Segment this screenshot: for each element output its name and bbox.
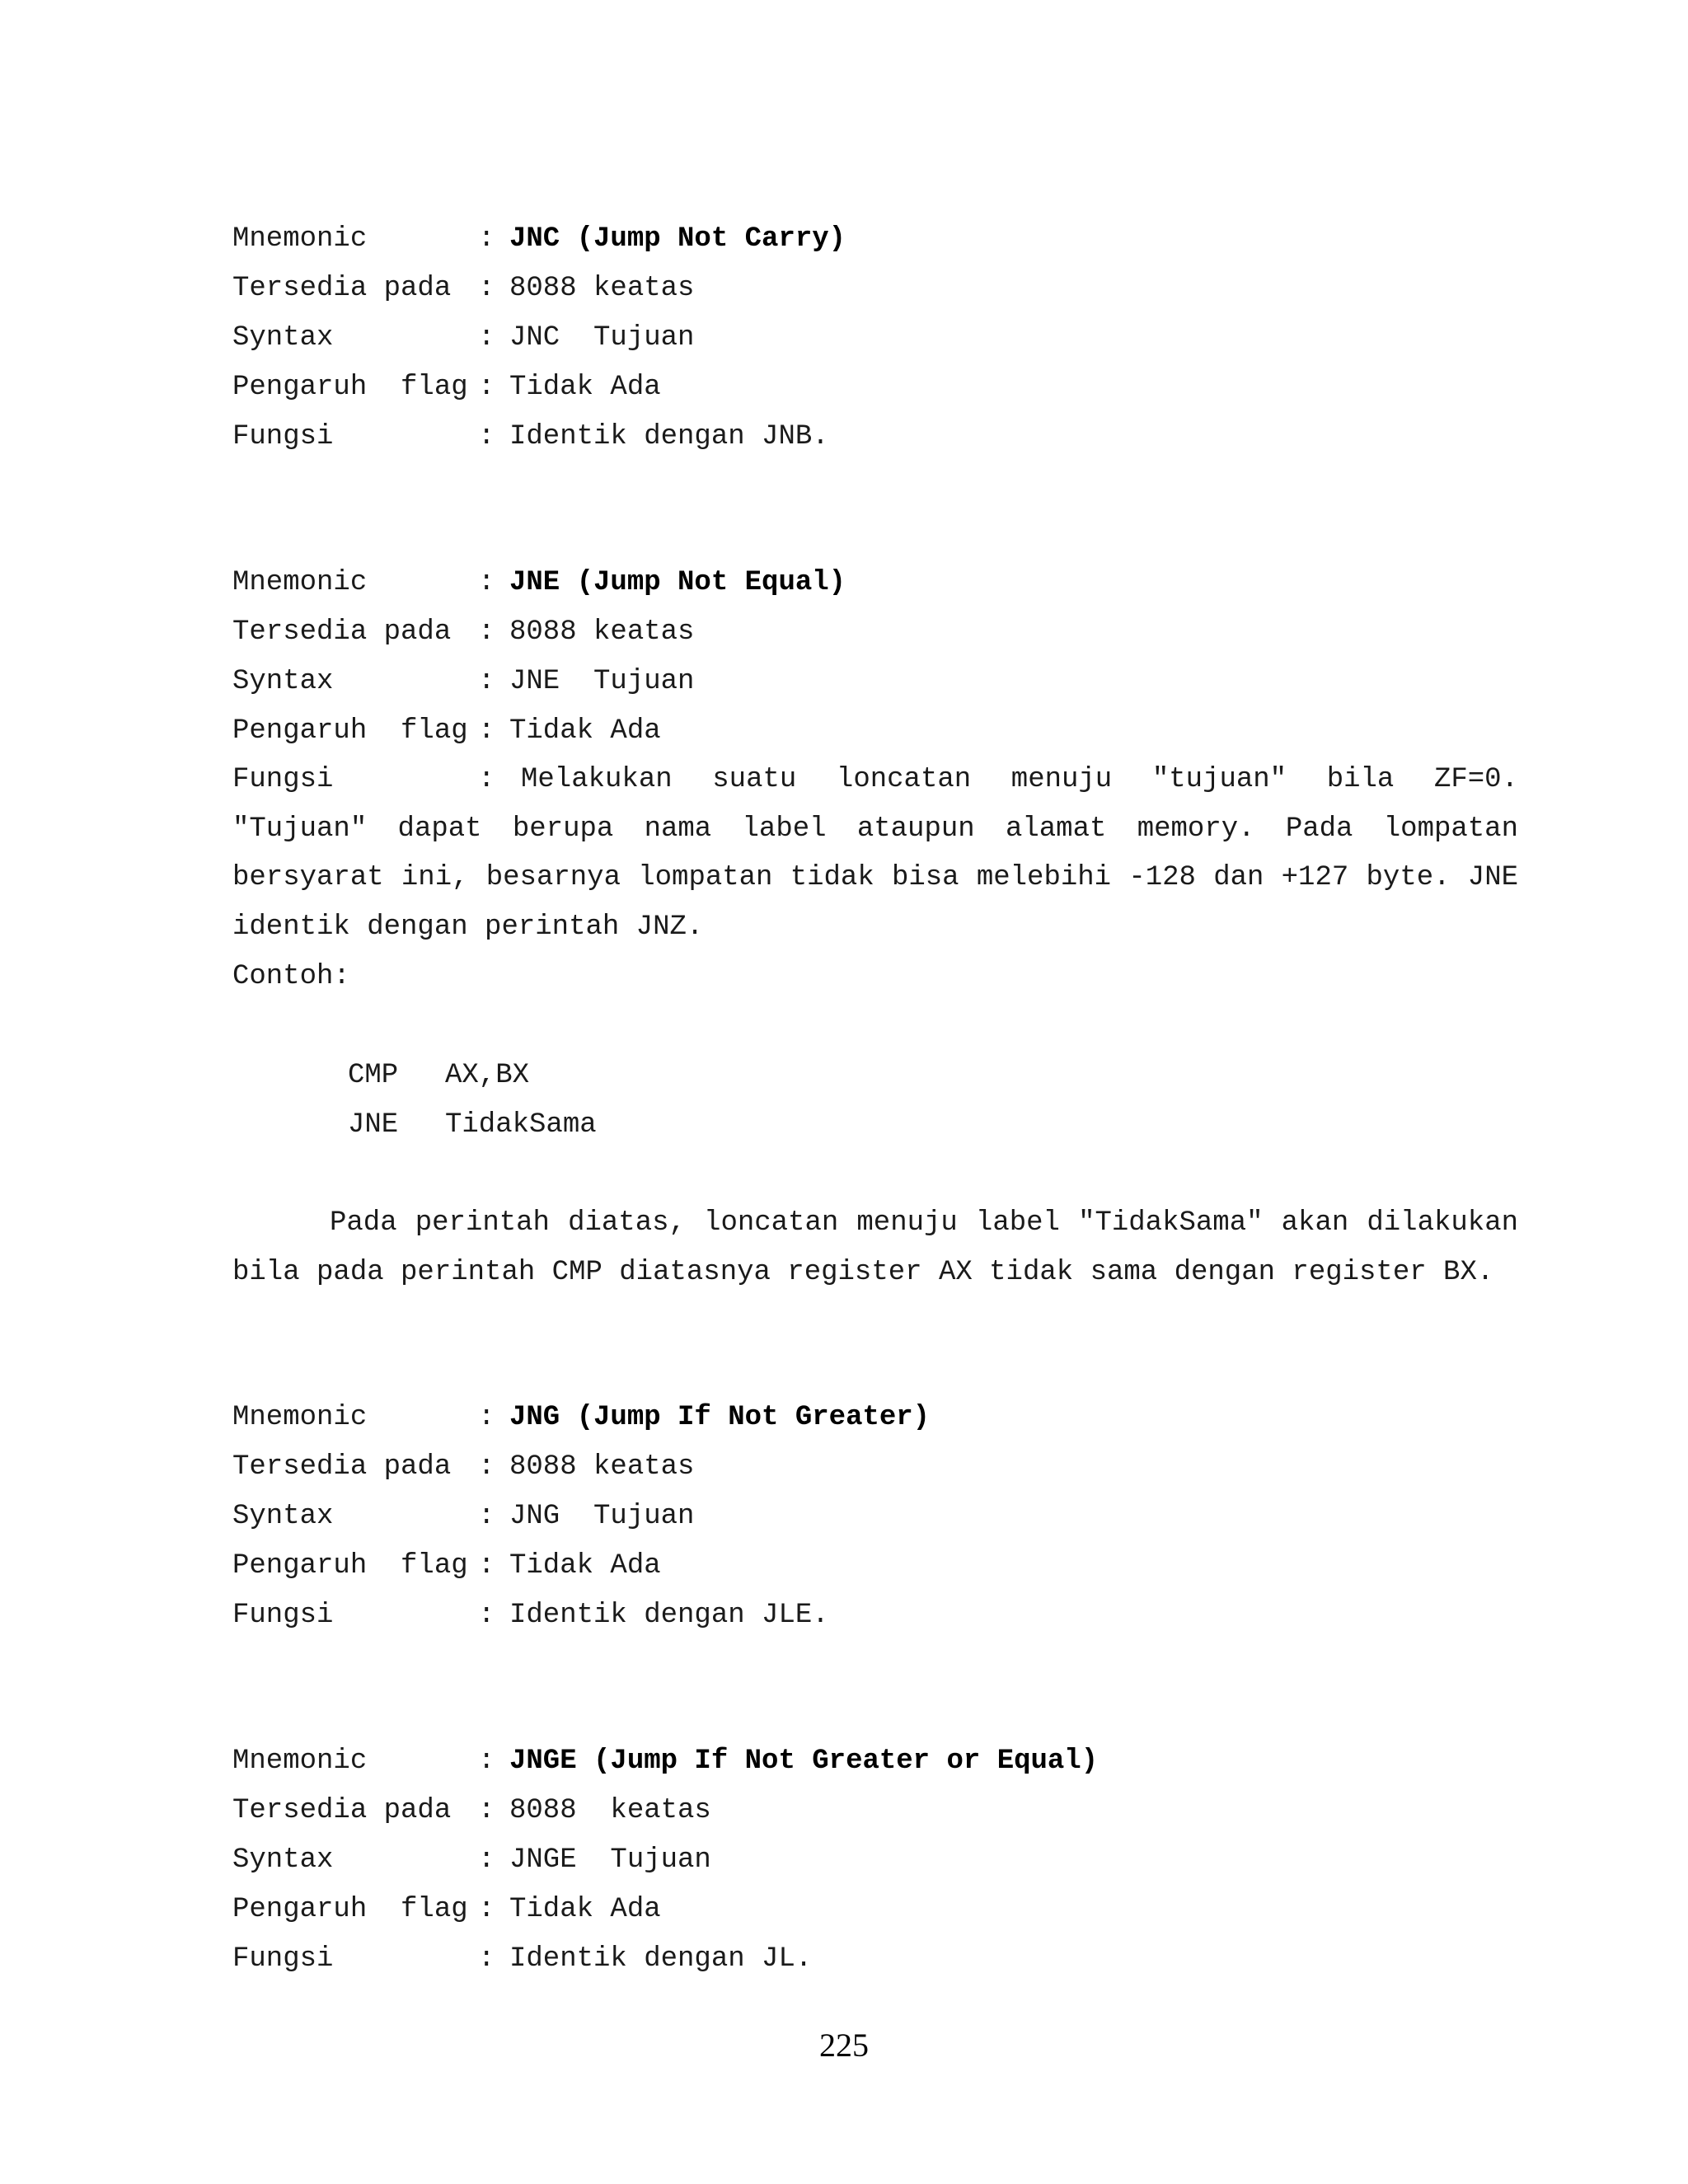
jnge-tersedia-row	[232, 1794, 711, 1827]
jne-tersedia-row	[232, 616, 694, 649]
code-arg: AX,BX	[445, 1060, 530, 1091]
syntax-label: Syntax	[232, 666, 334, 697]
mnemonic-label: Mnemonic	[232, 1402, 368, 1433]
jng-syntax-row	[232, 1500, 694, 1533]
syntax-label: Syntax	[232, 322, 334, 354]
separator: :	[478, 1550, 495, 1582]
separator: :	[478, 1501, 495, 1532]
jng-fungsi-row	[232, 1599, 829, 1632]
fungsi-label: Fungsi	[232, 764, 334, 795]
fungsi-label: Fungsi	[232, 421, 334, 452]
fungsi-value: Identik dengan JL.	[509, 1943, 813, 1975]
jne-explanation-paragraph	[232, 1199, 1518, 1297]
mnemonic-value: JNE (Jump Not Equal)	[509, 567, 846, 598]
jne-contoh-label: Contoh:	[232, 961, 350, 992]
syntax-label: Syntax	[232, 1501, 334, 1532]
separator: :	[478, 1795, 495, 1826]
jnge-flag-row	[232, 1893, 661, 1926]
flag-value: Tidak Ada	[509, 372, 661, 403]
jnc-syntax-row	[232, 321, 694, 354]
jnge-mnemonic-row	[232, 1745, 1098, 1778]
fungsi-value: Melakukan suatu loncatan menuju "tujuan" bila ZF=0. "Tujuan" dapat berupa nama label ataupun alamat memory. Pada lompatan bersyarat ini, besarnya lompatan tidak bisa melebihi -128 dan +127 byte. JNE identik dengan perintah JNZ.	[232, 764, 1518, 943]
separator: :	[478, 764, 495, 795]
flag-value: Tidak Ada	[509, 715, 661, 747]
tersedia-label: Tersedia pada	[232, 616, 452, 648]
flag-label: Pengaruh flag	[232, 372, 468, 403]
jng-mnemonic-row	[232, 1401, 930, 1434]
jne-syntax-row	[232, 665, 694, 698]
page-number: 225	[819, 2027, 869, 2064]
mnemonic-label: Mnemonic	[232, 223, 368, 255]
syntax-value: JNG Tujuan	[509, 1501, 695, 1532]
fungsi-label: Fungsi	[232, 1943, 334, 1975]
separator: :	[478, 372, 495, 403]
separator: :	[478, 273, 495, 304]
jnge-fungsi-row	[232, 1943, 812, 1975]
mnemonic-value: JNC (Jump Not Carry)	[509, 223, 846, 255]
fungsi-label: Fungsi	[232, 1600, 334, 1631]
flag-label: Pengaruh flag	[232, 715, 468, 747]
jnc-tersedia-row	[232, 272, 694, 305]
syntax-value: JNGE Tujuan	[509, 1844, 711, 1876]
syntax-label: Syntax	[232, 1844, 334, 1876]
separator: :	[478, 715, 495, 747]
tersedia-value: 8088 keatas	[509, 273, 695, 304]
syntax-value: JNE Tujuan	[509, 666, 695, 697]
mnemonic-label: Mnemonic	[232, 1746, 368, 1777]
explanation-text: Pada perintah diatas, loncatan menuju label "TidakSama" akan dilakukan bila pada perintah CMP diatasnya register AX tidak sama dengan register BX.	[232, 1207, 1518, 1288]
fungsi-value: Identik dengan JLE.	[509, 1600, 829, 1631]
flag-label: Pengaruh flag	[232, 1550, 468, 1582]
syntax-value: JNC Tujuan	[509, 322, 695, 354]
mnemonic-value: JNG (Jump If Not Greater)	[509, 1402, 931, 1433]
code-op: CMP	[348, 1060, 399, 1091]
separator: :	[478, 1943, 495, 1975]
tersedia-label: Tersedia pada	[232, 273, 452, 304]
jng-tersedia-row	[232, 1451, 694, 1483]
code-line	[348, 1059, 529, 1092]
code-line	[348, 1108, 597, 1141]
tersedia-value: 8088 keatas	[509, 1795, 711, 1826]
separator: :	[478, 223, 495, 255]
tersedia-label: Tersedia pada	[232, 1795, 452, 1826]
mnemonic-label: Mnemonic	[232, 567, 368, 598]
jne-fungsi-paragraph	[232, 756, 1518, 952]
jnc-fungsi-row	[232, 420, 829, 453]
separator: :	[478, 1746, 495, 1777]
tersedia-value: 8088 keatas	[509, 1451, 695, 1483]
code-op: JNE	[348, 1109, 399, 1141]
flag-label: Pengaruh flag	[232, 1894, 468, 1925]
separator: :	[478, 1600, 495, 1631]
jnge-syntax-row	[232, 1844, 711, 1877]
separator: :	[478, 421, 495, 452]
jne-flag-row	[232, 715, 661, 748]
code-arg: TidakSama	[445, 1109, 597, 1141]
flag-value: Tidak Ada	[509, 1550, 661, 1582]
separator: :	[478, 1451, 495, 1483]
separator: :	[478, 1844, 495, 1876]
jnc-flag-row	[232, 371, 661, 404]
tersedia-value: 8088 keatas	[509, 616, 695, 648]
mnemonic-value: JNGE (Jump If Not Greater or Equal)	[509, 1746, 1099, 1777]
tersedia-label: Tersedia pada	[232, 1451, 452, 1483]
separator: :	[478, 322, 495, 354]
jne-mnemonic-row	[232, 566, 846, 599]
fungsi-value: Identik dengan JNB.	[509, 421, 829, 452]
flag-value: Tidak Ada	[509, 1894, 661, 1925]
separator: :	[478, 567, 495, 598]
separator: :	[478, 1402, 495, 1433]
separator: :	[478, 616, 495, 648]
jng-flag-row	[232, 1549, 661, 1582]
jnc-mnemonic-row	[232, 223, 846, 255]
separator: :	[478, 666, 495, 697]
separator: :	[478, 1894, 495, 1925]
